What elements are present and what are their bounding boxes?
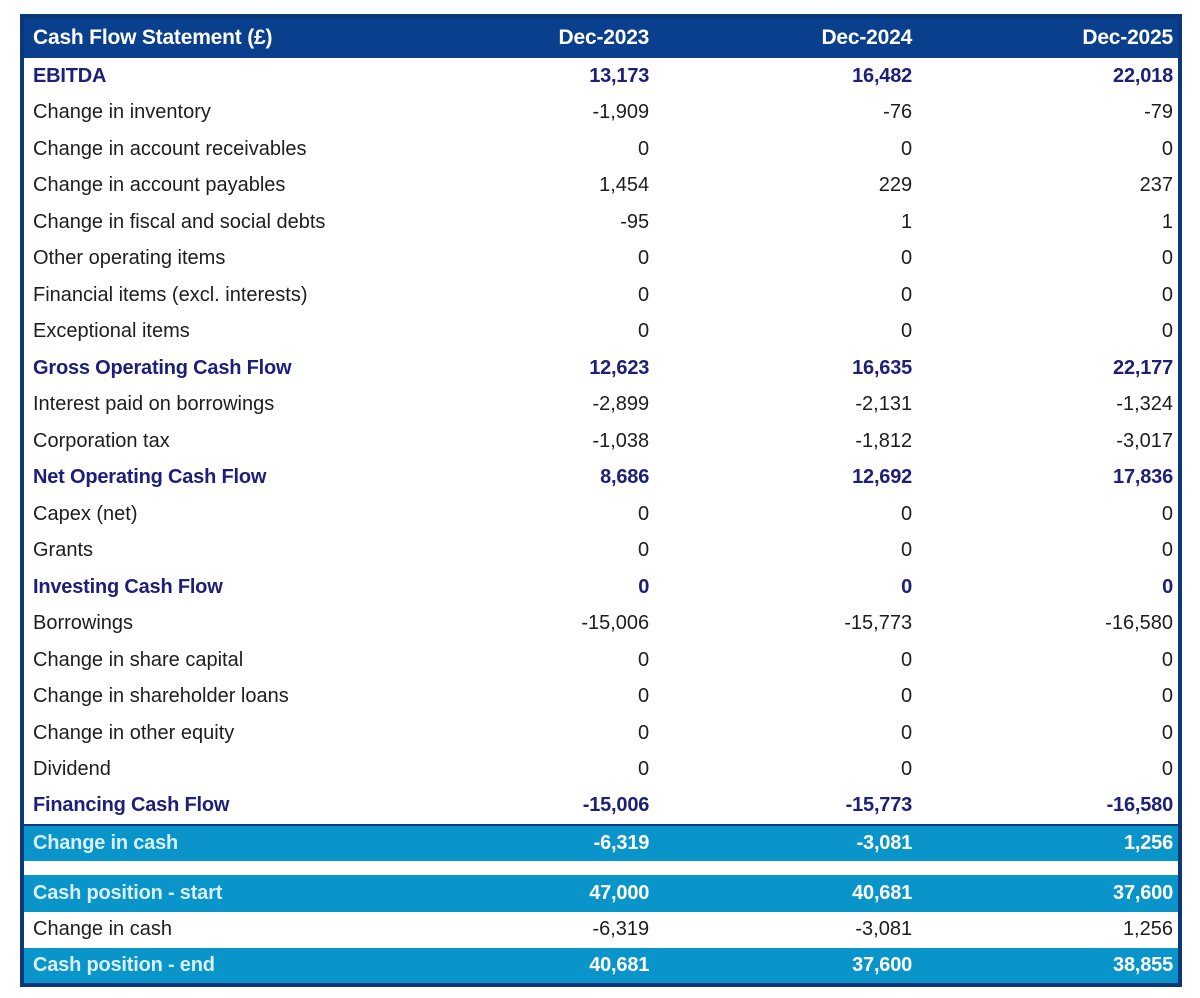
row-label: Change in share capital [33, 648, 244, 671]
row-value: -6,319 [391, 825, 654, 862]
row-value: 0 [900, 247, 913, 270]
row-value: -16,580 [1106, 794, 1173, 817]
table-row [22, 496, 1180, 533]
row-label: Other operating items [33, 247, 226, 270]
row-value: 0 [900, 137, 913, 160]
table-title: Cash Flow Statement (£) [22, 16, 391, 58]
row-value: 0 [900, 539, 913, 562]
row-label: Cash position - end [22, 948, 391, 985]
row-value: 0 [638, 758, 650, 781]
row-value: -16,580 [1105, 612, 1173, 635]
row-value: 0 [1161, 283, 1173, 306]
row-value: -79 [1144, 101, 1173, 124]
row-value: -1,812 [855, 429, 913, 452]
table-row [22, 948, 1180, 985]
row-value: 0 [638, 502, 650, 525]
table-row [22, 241, 1180, 278]
table-row [22, 423, 1180, 460]
row-value: 0 [638, 247, 650, 270]
row-value: 229 [878, 174, 913, 197]
row-value: 47,000 [391, 875, 654, 912]
row-value: 40,681 [391, 948, 654, 985]
row-value: 0 [638, 137, 650, 160]
row-value: -95 [620, 210, 650, 233]
cash-flow-statement-table [20, 14, 1182, 987]
table-row [22, 752, 1180, 789]
row-value: 22,177 [1113, 356, 1173, 379]
row-value: 0 [638, 575, 650, 598]
row-value: 12,623 [589, 356, 650, 379]
row-label: Dividend [33, 758, 111, 781]
column-header-dec-2023: Dec-2023 [391, 16, 654, 58]
row-label: Change in cash [33, 918, 172, 941]
row-label: Change in cash [22, 825, 391, 862]
row-label: Change in fiscal and social debts [33, 210, 326, 233]
row-value: 17,836 [1113, 466, 1173, 489]
table-header-row [22, 16, 1180, 58]
row-label: Investing Cash Flow [33, 575, 223, 598]
row-value: -3,017 [1116, 429, 1173, 452]
table-row [22, 204, 1180, 241]
row-value: 0 [638, 685, 650, 708]
column-header-dec-2025: Dec-2025 [917, 16, 1180, 58]
row-label: Change in other equity [33, 721, 235, 744]
row-value: -15,006 [581, 612, 650, 635]
row-value: 1,256 [917, 825, 1180, 862]
column-header-dec-2024: Dec-2024 [654, 16, 917, 58]
row-value: 37,600 [917, 875, 1180, 912]
table-row [22, 606, 1180, 643]
row-value: 8,686 [600, 466, 650, 489]
row-value: 22,018 [1113, 64, 1173, 87]
row-value: -1,909 [592, 101, 650, 124]
row-label: Net Operating Cash Flow [33, 466, 267, 489]
row-label: Gross Operating Cash Flow [33, 356, 292, 379]
table-row [22, 168, 1180, 205]
row-value: 37,600 [654, 948, 917, 985]
row-value: -2,899 [592, 393, 650, 416]
row-value: 16,635 [852, 356, 913, 379]
row-value: -15,773 [844, 612, 913, 635]
table-row [22, 350, 1180, 387]
row-value: 0 [1161, 320, 1173, 343]
table-row [22, 679, 1180, 716]
row-value: 0 [900, 721, 913, 744]
row-label: Financial items (excl. interests) [33, 283, 308, 306]
row-value: 0 [900, 685, 913, 708]
row-value: 0 [638, 648, 650, 671]
row-value: 0 [1161, 685, 1173, 708]
row-value: -3,081 [654, 825, 917, 862]
section-separator [22, 861, 1180, 875]
row-value: 1 [1161, 210, 1173, 233]
section-separator-row [22, 861, 1180, 875]
row-value: -3,081 [855, 918, 913, 941]
row-value: 0 [900, 648, 913, 671]
row-value: 0 [638, 721, 650, 744]
row-label: Interest paid on borrowings [33, 393, 275, 416]
row-label: Change in inventory [33, 101, 211, 124]
table-row [22, 314, 1180, 351]
row-label: Financing Cash Flow [33, 794, 230, 817]
row-value: -15,773 [845, 794, 913, 817]
row-value: 237 [1139, 174, 1173, 197]
table-row [22, 715, 1180, 752]
table-row [22, 875, 1180, 912]
row-value: -1,038 [592, 429, 650, 452]
row-label: Borrowings [33, 612, 134, 635]
row-value: 0 [900, 283, 913, 306]
row-value: 0 [900, 758, 913, 781]
row-value: 0 [1161, 758, 1173, 781]
row-value: 16,482 [852, 64, 913, 87]
row-label: Change in account receivables [33, 137, 307, 160]
row-value: 0 [900, 320, 913, 343]
row-value: 0 [1161, 648, 1173, 671]
table-row [22, 788, 1180, 825]
table-row [22, 277, 1180, 314]
row-value: 13,173 [589, 64, 650, 87]
row-value: 0 [1161, 137, 1173, 160]
row-label: Exceptional items [33, 320, 190, 343]
row-value: -1,324 [1116, 393, 1173, 416]
row-value: 38,855 [917, 948, 1180, 985]
row-value: 0 [901, 575, 913, 598]
row-value: 0 [900, 502, 913, 525]
table-row [22, 58, 1180, 95]
row-label: Change in shareholder loans [33, 685, 289, 708]
row-value: -2,131 [855, 393, 913, 416]
row-label: Capex (net) [33, 502, 138, 525]
table-row [22, 460, 1180, 497]
row-value: 40,681 [654, 875, 917, 912]
row-value: 0 [638, 283, 650, 306]
row-value: -6,319 [592, 918, 650, 941]
row-value: -15,006 [582, 794, 650, 817]
table-row [22, 95, 1180, 132]
row-value: 0 [638, 320, 650, 343]
row-label: EBITDA [33, 64, 107, 87]
row-value: 1,256 [1122, 918, 1173, 941]
row-value: 0 [1161, 539, 1173, 562]
table-row [22, 642, 1180, 679]
row-label: Grants [33, 539, 94, 562]
row-value: -76 [883, 101, 913, 124]
table-row [22, 533, 1180, 570]
table-row [22, 912, 1180, 949]
row-value: 0 [1161, 721, 1173, 744]
table-row [22, 387, 1180, 424]
row-value: 1 [900, 210, 913, 233]
row-value: 0 [1162, 575, 1173, 598]
table-row [22, 825, 1180, 862]
table-row [22, 131, 1180, 168]
row-value: 1,454 [599, 174, 650, 197]
row-value: 12,692 [852, 466, 913, 489]
row-value: 0 [638, 539, 650, 562]
row-label: Cash position - start [22, 875, 391, 912]
row-value: 0 [1161, 247, 1173, 270]
row-label: Change in account payables [33, 174, 286, 197]
row-label: Corporation tax [33, 429, 170, 452]
row-value: 0 [1161, 502, 1173, 525]
table-row [22, 569, 1180, 606]
